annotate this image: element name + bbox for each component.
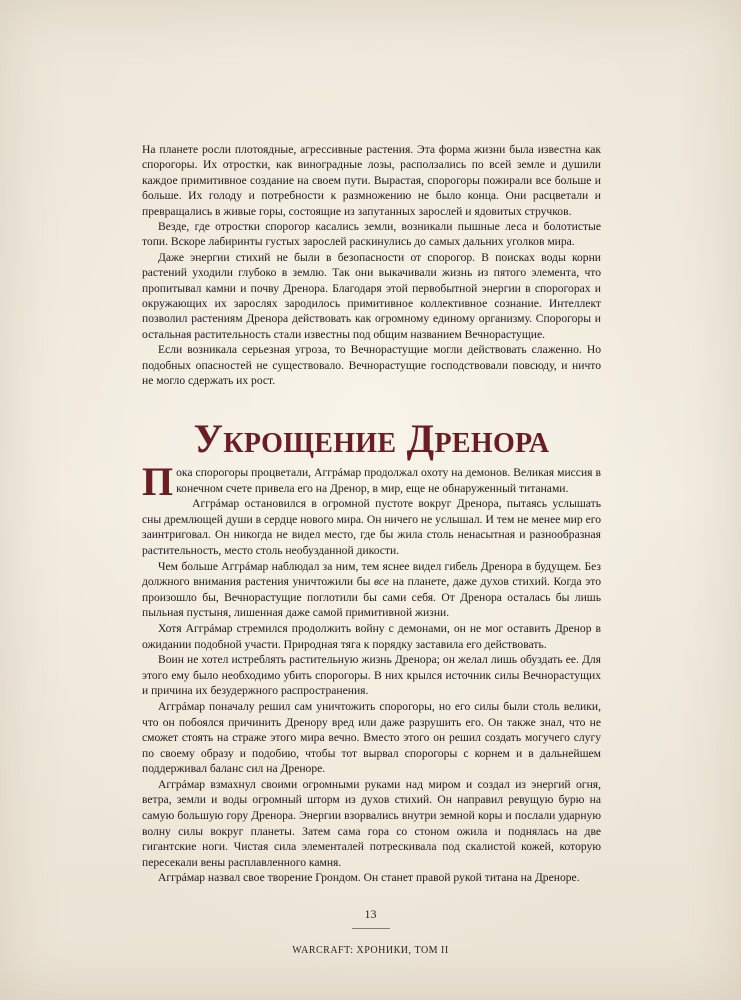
chapter-body bbox=[142, 459, 601, 886]
intro-paragraph-1: На планете росли плотоядные, агрессивные растения. Эта форма жизни была известна как спорогоры. Их отростки, как виноградные лозы, расползались по всей земле и душили каждое примитивное создание на своем пути. Вырастая, спорогоры пожирали все больше и больше. Их голоду и потребности к размножению не было конца. Они расцветали и превращались в живые горы, состоящие из запутанных зарослей и ядовитых стручков. bbox=[142, 143, 601, 218]
page-number-rule bbox=[352, 928, 390, 929]
body-paragraph-7: Аггрáмар назвал свое творение Грондом. Он станет правой рукой титана на Дреноре. bbox=[158, 871, 580, 885]
page-number: 13 bbox=[364, 907, 377, 921]
body-paragraph-6: Аггрáмар взмахнул своими огромными руками над миром и создал из энергий огня, ветра, земли и воды огромный шторм из духов стихий. Он направил ревущую бурю на самую большую гору Дренора. Энергии взорвались внутри земной коры и послали ударную волну силы вокруг планеты. Затем сама гора со стоном ожила и поднялась на две гигантские ноги. Чистая сила элементалей потрескивала под скалистой кожей, которую пересекали вены расплавленного камня. bbox=[142, 777, 601, 869]
intro-paragraph-2: Везде, где отростки спорогор касались земли, возникали пышные леса и болотистые топи. Вскоре лабиринты густых зарослей раскинулись до самых дальних уголков мира. bbox=[142, 220, 601, 249]
drop-cap: П bbox=[142, 459, 174, 504]
emphasis-word: все bbox=[374, 575, 390, 589]
intro-paragraph-3: Даже энергии стихий не были в безопасности от спорогор. В поисках воды корни растений уходили глубоко в землю. Так они выкачивали жизнь из пятого элемента, что пропитывал камни и почву Дренора. Благодаря этой первобытной энергии в спорогорах и окружающих их зарослях зародилось примитивное коллективное сознание. Интеллект позволил растениям Дренора действовать как огромному единому организму. Спорогоры и остальная растительность стали известны под общим названием Вечнорастущие. bbox=[142, 250, 601, 341]
body-paragraph-2-end: на планете, даже духов стихий. Когда это произошло бы, Вечнорастущие поглотили бы сами себя. От Дренора осталась бы лишь пыльная пустыня, лишенная даже самой примитивной жизни. bbox=[142, 575, 601, 620]
lead-paragraph-text: ока спорогоры процветали, Аггрáмар продолжал охоту на демонов. Великая миссия в конечном счете привела его на Дренор, в мир, еще не обнаруженный титанами. bbox=[176, 466, 601, 495]
running-footer: WARCRAFT: ХРОНИКИ, ТОМ II bbox=[292, 945, 449, 956]
body-paragraph-3: Хотя Аггрáмар стремился продолжить войну с демонами, он не мог оставить Дренор в ожидании подобной участи. Природная тяга к порядку заставила его действовать. bbox=[142, 621, 601, 651]
body-paragraph-1: Аггрáмар остановился в огромной пустоте вокруг Дренора, пытаясь услышать сны дремлющей души в сердце нового мира. Он ничего не услышал. И тем не менее мир его заинтриговал. Он никогда не видел место, где бы жила столь ненасытная и разнообразная растительность, место столь необузданной дикости. bbox=[142, 497, 601, 557]
body-paragraph-4: Воин не хотел истреблять растительную жизнь Дренора; он желал лишь обуздать ее. Для этого ему было необходимо убить спорогоры. В них крылся источник силы Вечнорастущих и причина их безудержного распространения. bbox=[142, 653, 601, 698]
intro-text bbox=[142, 142, 601, 389]
body-paragraph-5: Аггрáмар поначалу решил сам уничтожить спорогоры, но его силы были столь велики, что он побоялся причинить Дренору вред или даже разрушить его. Он также знал, что не сможет стоять на страже этого мира вечно. Вместо этого он решил создать могучего слугу по своему образу и подобию, чтобы тот вырвал спорогоры с корнем и в дальнейшем поддерживал баланс сил на Дреноре. bbox=[142, 699, 601, 776]
intro-paragraph-4: Если возникала серьезная угроза, то Вечнорастущие могли действовать слаженно. Но подобных опасностей не существовало. Вечнорастущие господствовали повсюду, и ничто не могло сдержать их рост. bbox=[142, 343, 601, 388]
body-paragraph-2 bbox=[142, 559, 601, 621]
body-paragraph-2-start: Чем больше Аггрáмар наблюдал за ним, тем яснее видел гибель Дренора в будущем. Без должного внимания растения уничтожили бы bbox=[142, 559, 601, 589]
chapter-heading: Укрощение Дренора bbox=[193, 416, 550, 461]
lead-paragraph bbox=[142, 459, 601, 504]
